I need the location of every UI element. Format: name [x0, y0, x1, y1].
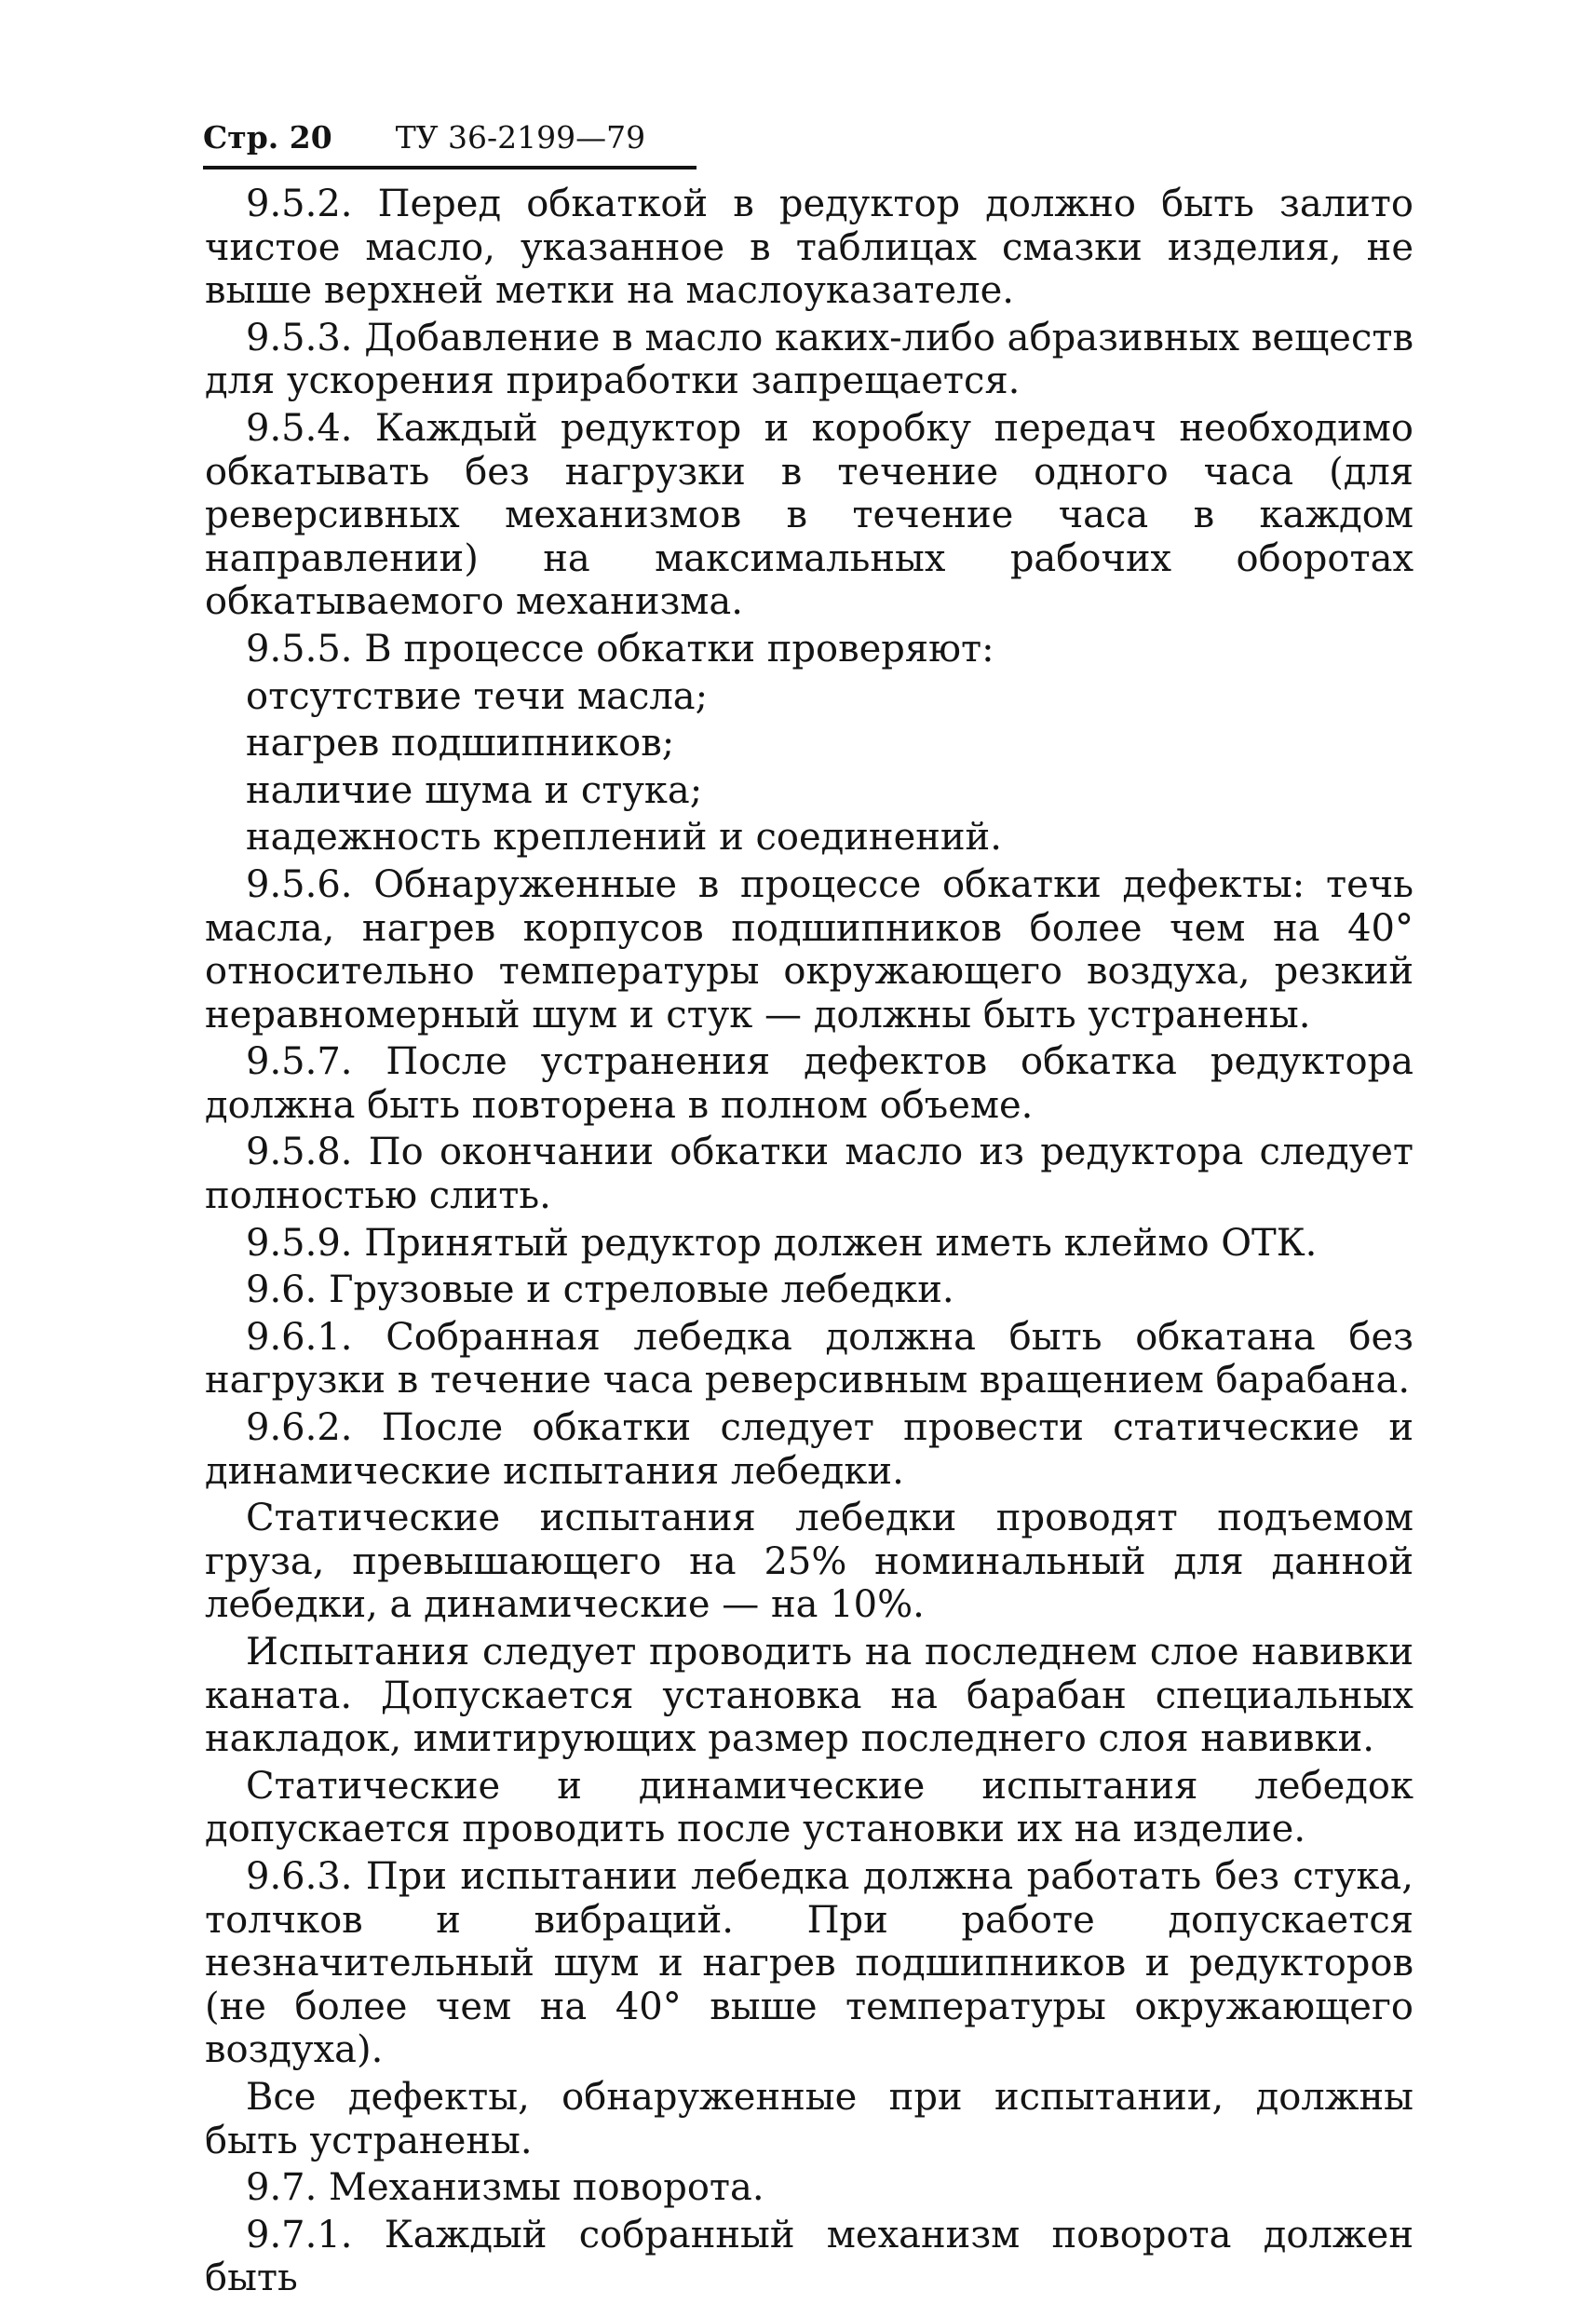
paragraph-9-6-3: 9.6.3. При испытании лебедка должна работать без стука, толчков и вибраций. При работе допускается незначительный шум и нагрев подшипников и редукторов (не более чем на 40° выше температуры окружающего воздуха). — [205, 1854, 1413, 2072]
paragraph-tests-on-product: Статические и динамические испытания лебедок допускается проводить после установки их на изделие. — [205, 1764, 1413, 1851]
paragraph-static-tests: Статические испытания лебедки проводят подъемом груза, превышающего на 25% номинальный для данной лебедки, а динамические — на 10%. — [205, 1497, 1413, 1627]
paragraph-9-5-8: 9.5.8. По окончании обкатки масло из редуктора следует полностью слить. — [205, 1131, 1413, 1218]
paragraph-9-6-2: 9.6.2. После обкатки следует провести статические и динамические испытания лебедки. — [205, 1406, 1413, 1493]
check-list-item: надежность креплений и соединений. — [246, 816, 1002, 860]
body-text — [205, 183, 1413, 2304]
page-number: Стр. 20 — [203, 119, 332, 156]
section-heading-9-6: 9.6. Грузовые и стреловые лебедки. — [246, 1268, 954, 1312]
check-list-item: наличие шума и стука; — [246, 768, 703, 812]
paragraph-9-5-2: 9.5.2. Перед обкаткой в редуктор должно быть залито чистое масло, указанное в таблицах смазки изделия, не выше верхней метки на маслоуказателе. — [205, 183, 1413, 313]
paragraph-9-5-4: 9.5.4. Каждый редуктор и коробку передач необходимо обкатывать без нагрузки в течение одного часа (для реверсивных механизмов в течение часа в каждом направлении) на максимальных рабочих оборотах обкатываемого механизма. — [205, 406, 1413, 624]
paragraph-defects-eliminated: Все дефекты, обнаруженные при испытании, должны быть устранены. — [205, 2075, 1413, 2162]
paragraph-9-5-6: 9.5.6. Обнаруженные в процессе обкатки дефекты: течь масла, нагрев корпусов подшипников более чем на 40° относительно температуры окружающего воздуха, резкий неравномерный шум и стук — должны быть устранены. — [205, 862, 1413, 1037]
paragraph-9-5-5: 9.5.5. В процессе обкатки проверяют: — [246, 627, 994, 671]
document-code: ТУ 36-2199—79 — [395, 119, 646, 156]
check-list-item: отсутствие течи масла; — [246, 674, 709, 718]
page-header — [203, 119, 697, 169]
paragraph-9-7-1: 9.7.1. Каждый собранный механизм поворота должен быть — [205, 2213, 1413, 2300]
section-heading-9-7: 9.7. Механизмы поворота. — [246, 2166, 764, 2210]
paragraph-9-5-3: 9.5.3. Добавление в масло каких-либо абразивных веществ для ускорения приработки запрещается. — [205, 316, 1413, 403]
paragraph-9-6-1: 9.6.1. Собранная лебедка должна быть обкатана без нагрузки в течение часа реверсивным вращением барабана. — [205, 1315, 1413, 1403]
paragraph-9-5-9: 9.5.9. Принятый редуктор должен иметь клеймо ОТК. — [246, 1221, 1318, 1265]
paragraph-tests-on-last-layer: Испытания следует проводить на последнем слое навивки каната. Допускается установка на барабан специальных накладок, имитирующих размер последнего слоя навивки. — [205, 1631, 1413, 1761]
paragraph-9-5-7: 9.5.7. После устранения дефектов обкатка редуктора должна быть повторена в полном объеме. — [205, 1040, 1413, 1127]
check-list-item: нагрев подшипников; — [246, 722, 675, 766]
